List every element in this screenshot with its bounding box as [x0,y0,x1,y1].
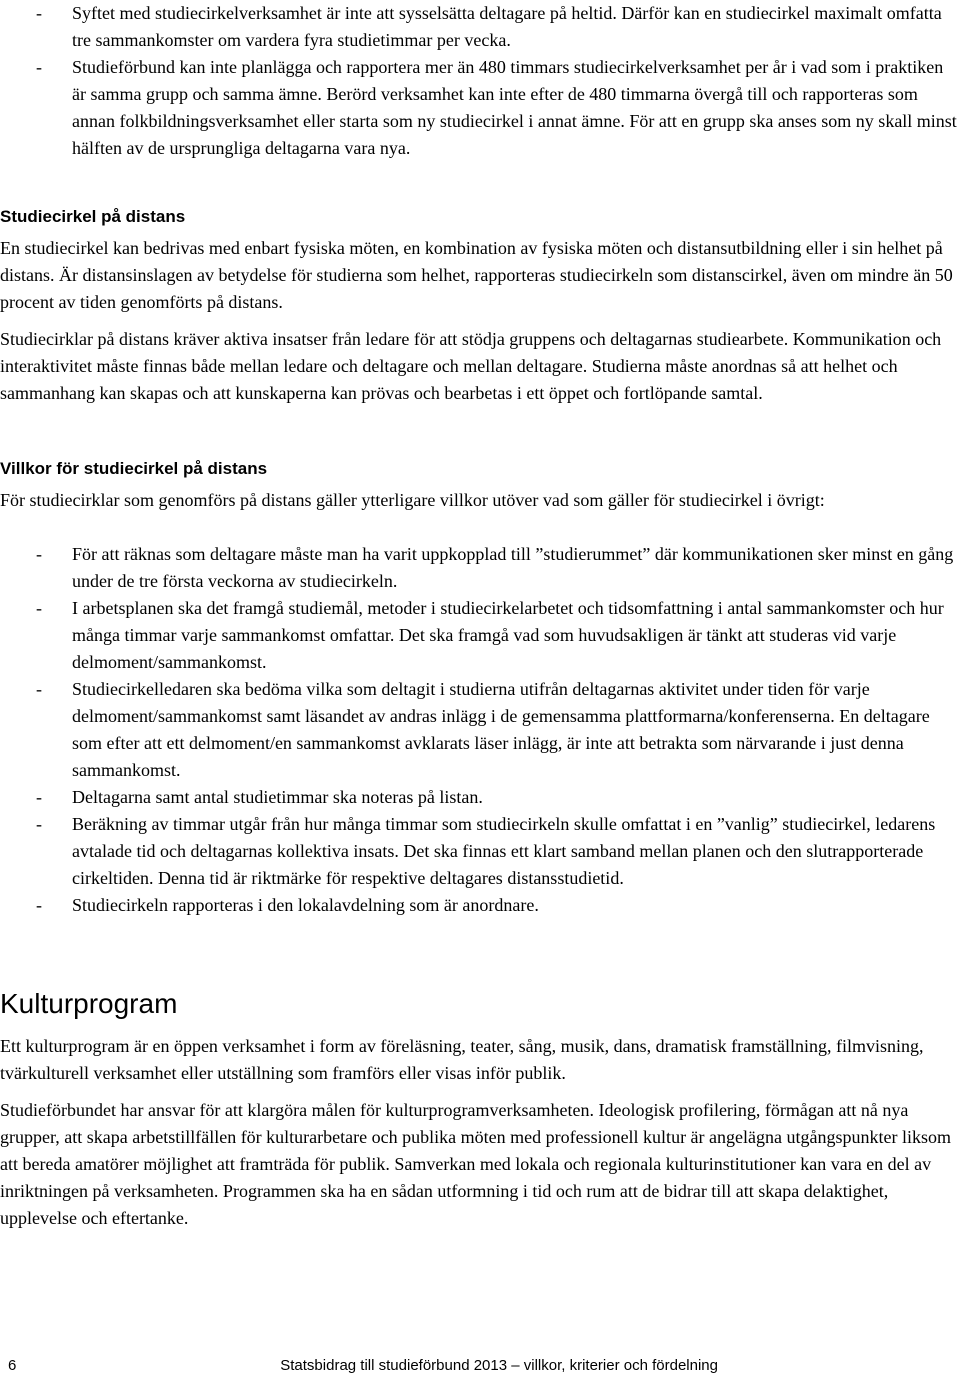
list-item: - Studieförbund kan inte planlägga och rapportera mer än 480 timmars studiecirkelverksamhet per år i vad som i praktiken är samma grupp och samma ämne. Berörd verksamhet kan inte efter de 480 timmarna övergå till och rapporteras som annan folkbildningsverksamhet eller starta som ny studiecirkel i annat ämne. För att en grupp ska anses som ny skall minst hälften av de ursprungliga deltagarna vara nya. [36,57,957,158]
list-item: - Deltagarna samt antal studietimmar ska noteras på listan. [36,787,483,807]
list-item: - Syftet med studiecirkelverksamhet är inte att sysselsätta deltagare på heltid. Därför kan en studiecirkel maximalt omfatta tre sammankomster om vardera fyra studietimmar per vecka. [36,3,942,50]
list-item-text: Studiecirkeln rapporteras i den lokalavdelning som är anordnare. [72,895,539,915]
list-item-text: Syftet med studiecirkelverksamhet är inte att sysselsätta deltagare på heltid. Därför kan en studiecirkel maximalt omfatta tre sammankomster om vardera fyra studietimmar per vecka. [72,3,942,50]
page-number: 6 [8,1357,17,1374]
paragraph: Ett kulturprogram är en öppen verksamhet i form av föreläsning, teater, sång, musik, dans, dramatisk framställning, filmvisning, tvärkulturell verksamhet eller utställning som framförs eller visas inför publik. [0,1036,924,1083]
villkor-list [0,541,960,919]
list-item-text: För att räknas som deltagare måste man ha varit uppkopplad till ”studierummet” där kommunikationen sker minst en gång under de tre första veckorna av studiecirkeln. [72,544,954,591]
footer-title: Statsbidrag till studieförbund 2013 – villkor, kriterier och fördelning [280,1357,718,1374]
section-heading-kulturprogram: Kulturprogram [0,988,178,1019]
list-item-text: Beräkning av timmar utgår från hur många timmar som studiecirkeln skulle omfattat i en ”vanlig” studiecirkel, ledarens avtalade tid och deltagarnas kollektiva insats. Det ska finnas ett klart samband mellan planen och den slutrapporterade cirkeltiden. Denna tid är riktmärke för respektive deltagares distansstudietid. [72,814,936,888]
section-heading-distans: Studiecirkel på distans [0,207,186,226]
list-item: - För att räknas som deltagare måste man ha varit uppkopplad till ”studierummet” där kommunikationen sker minst en gång under de tre första veckorna av studiecirkeln. [36,544,954,591]
intro-list [0,0,960,162]
list-item-text: Studiecirkelledaren ska bedöma vilka som deltagit i studierna utifrån deltagarnas aktivitet under tiden för varje delmoment/sammankomst samt läsandet av andras inlägg i de gemensamma plattformarna/konferenserna. En deltagare som efter att ett delmoment/en sammankomst avklarats läser inlägg, är inte att betrakta som närvarande i just denna sammankomst. [72,679,930,780]
list-item: - Studiecirkelledaren ska bedöma vilka som deltagit i studierna utifrån deltagarnas aktivitet under tiden för varje delmoment/sammankomst samt läsandet av andras inlägg i de gemensamma plattformarna/konferenserna. En deltagare som efter att ett delmoment/en sammankomst avklarats läser inlägg, är inte att betrakta som närvarande i just denna sammankomst. [36,679,930,780]
list-item-text: I arbetsplanen ska det framgå studiemål, metoder i studiecirkelarbetet och tidsomfattning i antal sammankomster och hur många timmar varje sammankomst omfattar. Det ska framgå vad som huvudsakligen är tänkt att studeras vid varje delmoment/sammankomst. [72,598,944,672]
section-heading-villkor: Villkor för studiecirkel på distans [0,459,268,478]
distans-paragraphs [0,235,960,407]
paragraph: Studiecirklar på distans kräver aktiva insatser från ledare för att stödja gruppens och deltagarnas studiearbete. Kommunikation och interaktivitet måste finnas både mellan ledare och deltagare och mellan deltagare. Studierna måste anordnas så att helhet och sammanhang kan skapas och att kunskaperna kan prövas och bearbetas i ett öppet och fortlöpande samtal. [0,329,942,403]
paragraph: En studiecirkel kan bedrivas med enbart fysiska möten, en kombination av fysiska möten och distansutbildning eller i sin helhet på distans. Är distansinslagen av betydelse för studierna som helhet, rapporteras studiecirkeln som distanscirkel, även om mindre än 50 procent av tiden genomförts på distans. [0,238,953,312]
list-item-text: Studieförbund kan inte planlägga och rapportera mer än 480 timmars studiecirkelverksamhet per år i vad som i praktiken är samma grupp och samma ämne. Berörd verksamhet kan inte efter de 480 timmarna övergå till och rapporteras som annan folkbildningsverksamhet eller starta som ny studiecirkel i annat ämne. För att en grupp ska anses som ny skall minst hälften av de ursprungliga deltagarna vara nya. [72,57,957,158]
paragraph: Studieförbundet har ansvar för att klargöra målen för kulturprogramverksamheten. Ideologisk profilering, förmågan att nå nya grupper, att skapa arbetstillfällen för kulturarbetare och publika möten med professionell kultur är angelägna utgångspunkter liksom att bereda amatörer möjlighet att framträda för publik. Samverkan med lokala och regionala kulturinstitutioner kan vara en del av inriktningen på verksamheten. Programmen ska ha en sådan utformning i tid och rum att de bidrar till att skapa delaktighet, upplevelse och eftertanke. [0,1100,951,1228]
villkor-intro: För studiecirklar som genomförs på distans gäller ytterligare villkor utöver vad som gäller för studiecirkel i övrigt: [0,490,825,510]
list-item: - Beräkning av timmar utgår från hur många timmar som studiecirkeln skulle omfattat i en ”vanlig” studiecirkel, ledarens avtalade tid och deltagarnas kollektiva insats. Det ska finnas ett klart samband mellan planen och den slutrapporterade cirkeltiden. Denna tid är riktmärke för respektive deltagares distansstudietid. [36,814,936,888]
list-item: - Studiecirkeln rapporteras i den lokalavdelning som är anordnare. [36,895,539,915]
list-item: - I arbetsplanen ska det framgå studiemål, metoder i studiecirkelarbetet och tidsomfattning i antal sammankomster och hur många timmar varje sammankomst omfattar. Det ska framgå vad som huvudsakligen är tänkt att studeras vid varje delmoment/sammankomst. [36,598,944,672]
list-item-text: Deltagarna samt antal studietimmar ska noteras på listan. [72,787,483,807]
kultur-paragraphs [0,1033,960,1232]
